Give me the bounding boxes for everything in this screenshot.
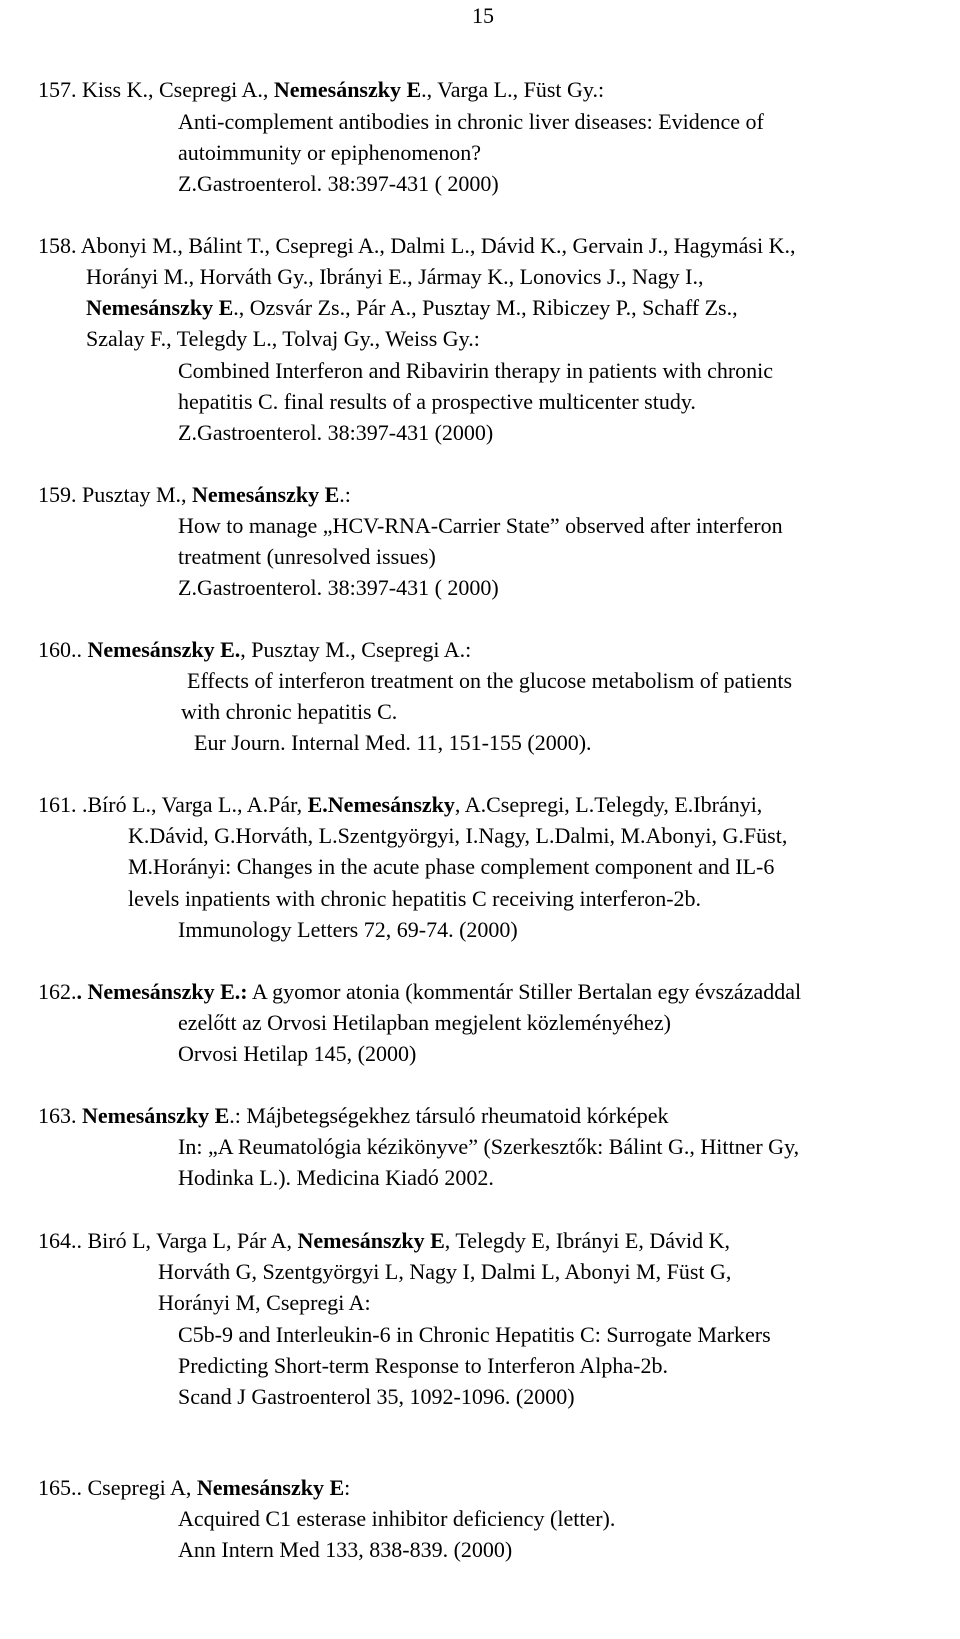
reference-line: [38, 1100, 669, 1131]
reference-text: Acquired C1 esterase inhibitor deficiency (letter).: [178, 1506, 616, 1531]
reference-line: [178, 386, 696, 417]
reference-line: [128, 820, 787, 851]
reference-text: In: „A Reumatológia kézikönyve” (Szerkesztők: Bálint G., Hittner Gy,: [178, 1134, 800, 1159]
author-highlight: Nemesánszky E: [82, 1103, 230, 1128]
reference-text: Predicting Short-term Response to Interferon Alpha-2b.: [178, 1353, 669, 1378]
reference-line: [194, 727, 592, 758]
reference-text: Scand J Gastroenterol 35, 1092-1096. (2000): [178, 1384, 575, 1409]
reference-text: hepatitis C. final results of a prospective multicenter study.: [178, 389, 696, 414]
reference-line: [158, 1256, 731, 1287]
reference-line: [178, 914, 518, 945]
reference-text: Eur Journ. Internal Med. 11, 151-155 (2000).: [194, 730, 592, 755]
reference-text: , Pusztay M., Csepregi A.:: [240, 637, 472, 662]
author-highlight: Nemesánszky E: [273, 77, 422, 102]
reference-text: Z.Gastroenterol. 38:397-431 ( 2000): [178, 575, 499, 600]
reference-text: Szalay F., Telegdy L., Tolvaj Gy., Weiss Gy.:: [86, 326, 480, 351]
reference-text: Orvosi Hetilap 145, (2000): [178, 1041, 417, 1066]
reference-line: [38, 479, 351, 510]
reference-text: How to manage „HCV-RNA-Carrier State” observed after interferon: [178, 513, 783, 538]
reference-line: [38, 976, 801, 1007]
reference-text: Immunology Letters 72, 69-74. (2000): [178, 917, 518, 942]
reference-text: 164.. Biró L, Varga L, Pár A,: [38, 1228, 298, 1253]
reference-line: [38, 74, 604, 105]
reference-text: C5b-9 and Interleukin-6 in Chronic Hepatitis C: Surrogate Markers: [178, 1322, 771, 1347]
reference-line: [158, 1287, 371, 1318]
reference-line: [178, 572, 499, 603]
reference-text: K.Dávid, G.Horváth, L.Szentgyörgyi, I.Nagy, L.Dalmi, M.Abonyi, G.Füst,: [128, 823, 788, 848]
reference-text: Anti-complement antibodies in chronic liver diseases: Evidence of: [178, 109, 764, 134]
reference-text: ., Varga L., Füst Gy.:: [421, 77, 605, 102]
reference-line: [86, 292, 738, 323]
reference-text: Hodinka L.). Medicina Kiadó 2002.: [178, 1165, 494, 1190]
reference-text: Horváth G, Szentgyörgyi L, Nagy I, Dalmi L, Abonyi M, Füst G,: [158, 1259, 732, 1284]
reference-text: Horányi M., Horváth Gy., Ibrányi E., Jármay K., Lonovics J., Nagy I.,: [86, 264, 704, 289]
author-highlight: E.Nemesánszky: [307, 792, 455, 817]
reference-text: 157. Kiss K., Csepregi A.,: [38, 77, 274, 102]
reference-text: 159. Pusztay M.,: [38, 482, 192, 507]
reference-line: [178, 1350, 668, 1381]
reference-text: ezelőtt az Orvosi Hetilapban megjelent közleményéhez): [178, 1010, 671, 1035]
reference-text: Z.Gastroenterol. 38:397-431 ( 2000): [178, 171, 499, 196]
reference-line: [178, 1131, 799, 1162]
reference-line: [178, 1319, 771, 1350]
reference-text: , A.Csepregi, L.Telegdy, E.Ibrányi,: [454, 792, 763, 817]
reference-line: [181, 696, 397, 727]
reference-text: Z.Gastroenterol. 38:397-431 (2000): [178, 420, 494, 445]
reference-line: [178, 106, 764, 137]
reference-line: [38, 789, 762, 820]
reference-text: Effects of interferon treatment on the glucose metabolism of patients: [187, 668, 793, 693]
reference-text: .: Májbetegségekhez társuló rheumatoid kórképek: [229, 1103, 669, 1128]
reference-line: [38, 230, 796, 261]
reference-line: [187, 665, 792, 696]
reference-line: [178, 1007, 671, 1038]
reference-text: .:: [339, 482, 351, 507]
reference-line: [178, 1503, 615, 1534]
author-highlight: Nemesánszky E: [86, 295, 234, 320]
reference-text: M.Horányi: Changes in the acute phase complement component and IL-6: [128, 854, 775, 879]
reference-line: [178, 1534, 512, 1565]
reference-line: [38, 634, 471, 665]
reference-text: Ann Intern Med 133, 838-839. (2000): [178, 1537, 513, 1562]
author-highlight: Nemesánszky E.: [87, 637, 241, 662]
reference-line: [178, 1162, 494, 1193]
reference-line: [178, 137, 481, 168]
author-highlight: Nemesánszky E: [196, 1475, 345, 1500]
reference-line: [178, 417, 493, 448]
reference-line: [38, 1472, 350, 1503]
reference-text: levels inpatients with chronic hepatitis C receiving interferon-2b.: [128, 886, 702, 911]
author-highlight: Nemesánszky E: [192, 482, 340, 507]
reference-line: [128, 883, 701, 914]
reference-text: Horányi M, Csepregi A:: [158, 1290, 371, 1315]
reference-line: [178, 541, 436, 572]
reference-line: [86, 323, 480, 354]
reference-text: 158. Abonyi M., Bálint T., Csepregi A., Dalmi L., Dávid K., Gervain J., Hagymási K.,: [38, 233, 796, 258]
reference-text: 162.: [38, 979, 77, 1004]
reference-line: [178, 355, 773, 386]
reference-text: with chronic hepatitis C.: [181, 699, 398, 724]
reference-line: [86, 261, 704, 292]
reference-text: , Telegdy E, Ibrányi E, Dávid K,: [444, 1228, 730, 1253]
reference-line: [178, 168, 499, 199]
reference-text: A gyomor atonia (kommentár Stiller Bertalan egy évszázaddal: [247, 979, 802, 1004]
reference-line: [178, 510, 783, 541]
author-highlight: . Nemesánszky E.:: [76, 979, 248, 1004]
reference-line: [178, 1381, 575, 1412]
page-number: 15: [472, 3, 494, 28]
reference-line: [128, 851, 774, 882]
reference-line: [38, 1225, 730, 1256]
reference-text: ., Ozsvár Zs., Pár A., Pusztay M., Ribiczey P., Schaff Zs.,: [233, 295, 738, 320]
reference-text: 165.. Csepregi A,: [38, 1475, 197, 1500]
reference-text: treatment (unresolved issues): [178, 544, 436, 569]
reference-line: [178, 1038, 416, 1069]
reference-text: 161. .Bíró L., Varga L., A.Pár,: [38, 792, 308, 817]
reference-text: autoimmunity or epiphenomenon?: [178, 140, 482, 165]
reference-text: Combined Interferon and Ribavirin therapy in patients with chronic: [178, 358, 774, 383]
author-highlight: Nemesánszky E: [297, 1228, 445, 1253]
reference-text: :: [344, 1475, 351, 1500]
reference-text: 160..: [38, 637, 88, 662]
reference-text: 163.: [38, 1103, 82, 1128]
